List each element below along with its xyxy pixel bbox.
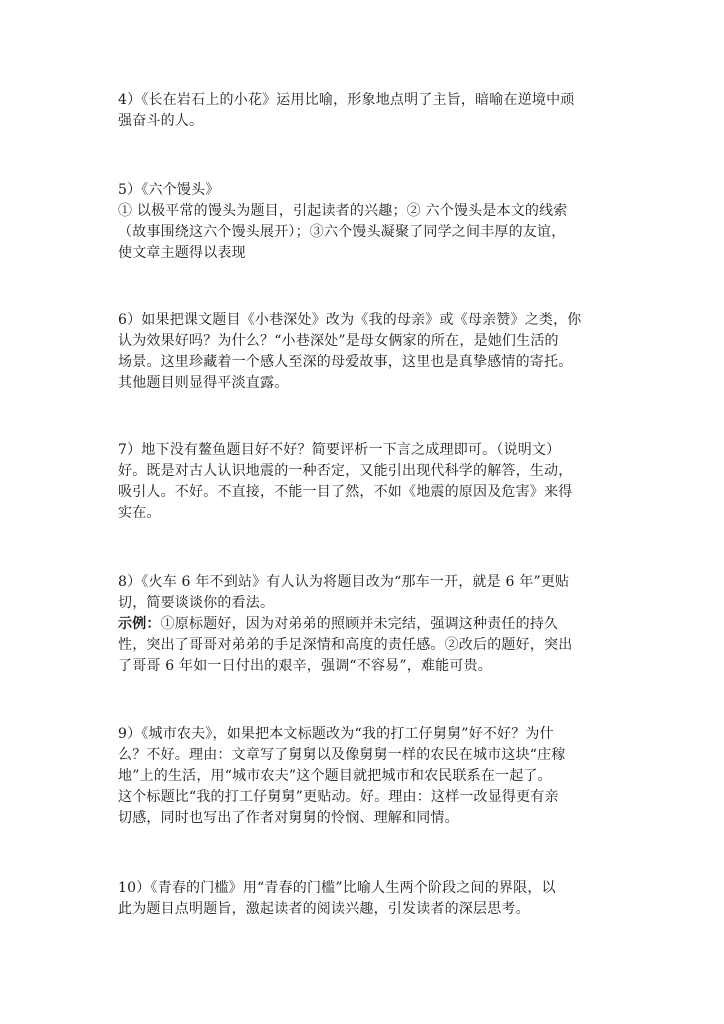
text-line: ① 以极平常的馒头为题目，引起读者的兴趣；② 六个馒头是本文的线索	[118, 203, 568, 219]
text-line: 这个标题比“我的打工仔舅舅”更贴动。好。理由：这样一改显得更有亲	[118, 789, 559, 805]
text-line: 了哥哥 6 年如一日付出的艰辛，强调“不容易”，难能可贵。	[118, 658, 492, 674]
text-line: 5）《六个馒头》	[118, 182, 220, 198]
text-line: 切，简要谈谈你的看法。	[118, 595, 275, 611]
text-line: 性，突出了哥哥对弟弟的手足深情和高度的责任感。②改后的题好，突出	[118, 637, 573, 653]
text-line: 强奋斗的人。	[118, 113, 204, 129]
item-4	[118, 90, 618, 132]
text-line: 吸引人。不好。不直接，不能一目了然，不如《地震的原因及危害》来得	[118, 484, 573, 500]
item-5	[118, 180, 618, 264]
text-line: 6）如果把课文题目《小巷深处》改为《我的母亲》或《母亲赞》之类，你	[118, 312, 582, 328]
text-line: 使文章主题得以表现	[118, 245, 246, 261]
text-line: 此为题目点明题旨，激起读者的阅读兴趣，引发读者的深层思考。	[118, 901, 530, 917]
item-8	[118, 572, 618, 677]
text-line: 实在。	[118, 505, 161, 521]
text-line: 7）地下没有鳌鱼题目好不好？简要评析一下言之成理即可。（说明文）	[118, 442, 561, 458]
example-label: 示例：	[118, 616, 161, 632]
text-line: 4）《长在岩石上的小花》运用比喻，形象地点明了主旨，暗喻在逆境中顽	[118, 92, 575, 108]
text-line: 8）《火车 6 年不到站》有人认为将题目改为“那车一开，就是 6 年”更贴	[118, 574, 570, 590]
text-line	[118, 614, 618, 635]
text-line: 场景。这里珍藏着一个感人至深的母爱故事，这里也是真挚感情的寄托。	[118, 354, 573, 370]
text-line: 10）《青春的门槛》用“青春的门槛”比喻人生两个阶段之间的界限，以	[118, 880, 556, 896]
item-9	[118, 724, 618, 829]
text-line: 好。既是对古人认识地震的一种否定，又能引出现代科学的解答，生动，	[118, 463, 573, 479]
text-line: 地”上的生活，用“城市农夫”这个题目就把城市和农民联系在一起了。	[118, 768, 552, 784]
text-line: 认为效果好吗？为什么？“小巷深处”是母女俩家的所在，是她们生活的	[118, 333, 559, 349]
text-line: （故事围绕这六个馒头展开）；③六个馒头凝聚了同学之间丰厚的友谊，	[118, 224, 566, 240]
text-line: 其他题目则显得平淡直露。	[118, 375, 289, 391]
example-text: ①原标题好，因为对弟弟的照顾并未完结，强调这种责任的持久	[160, 616, 559, 632]
item-6	[118, 310, 618, 394]
text-line: 么？不好。理由：文章写了舅舅以及像舅舅一样的农民在城市这块“庄稼	[118, 747, 566, 763]
item-7	[118, 440, 618, 524]
item-10	[118, 878, 618, 920]
text-line: 9）《城市农夫》，如果把本文标题改为“我的打工仔舅舅”好不好？为什	[118, 726, 554, 742]
text-line: 切感，同时也写出了作者对舅舅的怜悯、理解和同情。	[118, 810, 459, 826]
